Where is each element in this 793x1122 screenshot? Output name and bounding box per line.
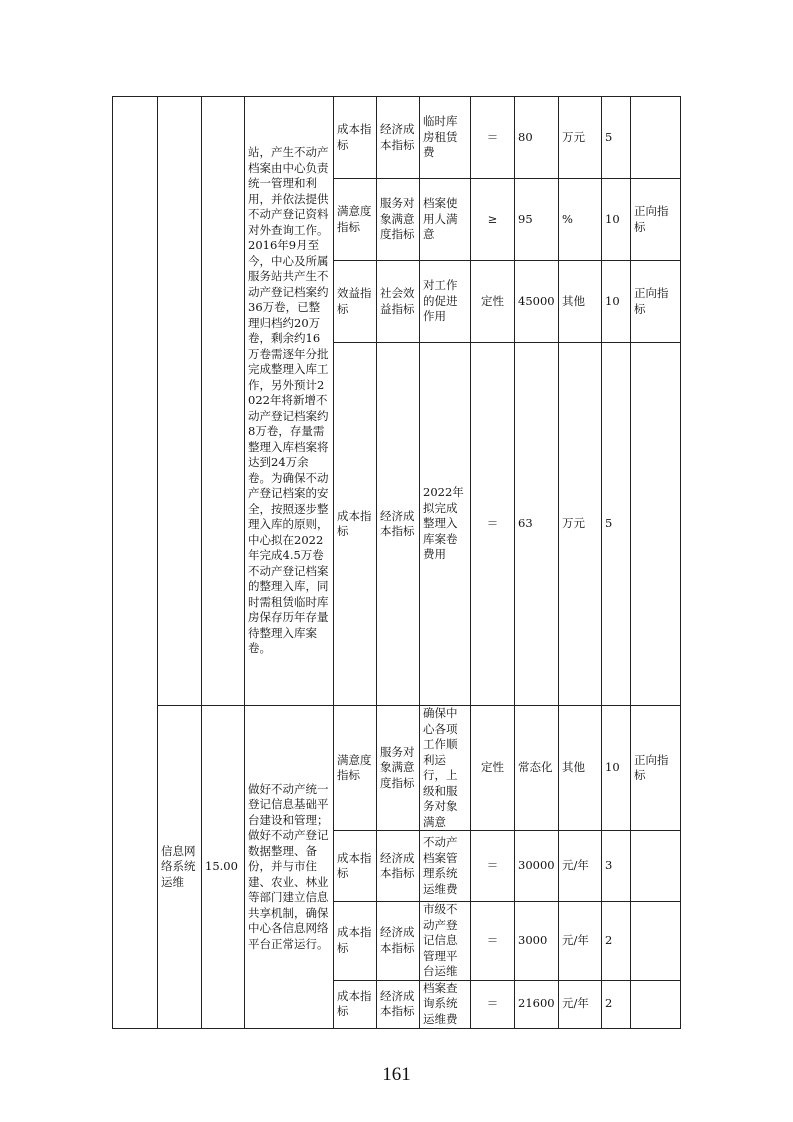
project-name-cell [158, 97, 202, 706]
indicator-direction: 正向指标 [631, 261, 681, 343]
indicator-name: 市级不动产登记信息管理平台运维 [420, 902, 471, 981]
project-amount-cell: 15.00 [202, 706, 245, 1029]
indicator-value: 30000 [515, 831, 559, 902]
indicator-level1: 成本指标 [334, 343, 377, 706]
indicator-level2: 经济成本指标 [377, 980, 420, 1028]
indicator-name: 档案使用人满意 [420, 179, 471, 261]
indicator-value: 63 [515, 343, 559, 706]
indicator-unit: 万元 [559, 97, 602, 179]
page-number: 161 [382, 1064, 411, 1085]
indicator-level2: 经济成本指标 [377, 902, 420, 981]
indicator-level2: 社会效益指标 [377, 261, 420, 343]
project-description: 做好不动产统一登记信息基础平台建设和管理；做好不动产登记数据整理、备份，并与市住建、农业、林业等部门建立信息共享机制，确保中心各信息网络平台正常运行。 [245, 706, 334, 1029]
project-description: 站，产生不动产档案由中心负责统一管理和利用，并依法提供不动产登记资料对外查询工作。2016年9月至今，中心及所属服务站共产生不动产登记档案约36万卷，已整理归档约20万卷，剩余约16万卷需逐年分批完成整理入库工作，另外预计2022年将新增不动产登记档案约8万卷，存量需整理入库档案将达到24万余卷。为确保不动产登记档案的安全，按照逐步整理入库的原则，中心拟在2022年完成4.5万卷不动产登记档案的整理入库，同时需租赁临时库房保存历年存量待整理入库案卷。 [245, 97, 334, 706]
indicator-symbol: ＝ [471, 831, 515, 902]
indicator-level1: 成本指标 [334, 980, 377, 1028]
indicator-level2: 经济成本指标 [377, 831, 420, 902]
indicator-value: 95 [515, 179, 559, 261]
indicator-direction [631, 97, 681, 179]
indicator-level2: 服务对象满意度指标 [377, 179, 420, 261]
indicator-direction: 正向指标 [631, 179, 681, 261]
project-amount-cell [202, 97, 245, 706]
table-row [113, 706, 681, 831]
indicator-unit: 元/年 [559, 902, 602, 981]
indicator-direction [631, 343, 681, 706]
indicator-unit: 万元 [559, 343, 602, 706]
indicator-direction [631, 980, 681, 1028]
indicator-symbol: ＝ [471, 980, 515, 1028]
unit-cell [113, 97, 158, 1029]
indicator-weight: 10 [602, 706, 631, 831]
indicator-level1: 满意度指标 [334, 706, 377, 831]
indicator-weight: 2 [602, 980, 631, 1028]
indicator-value: 45000 [515, 261, 559, 343]
indicator-weight: 2 [602, 902, 631, 981]
indicator-value: 3000 [515, 902, 559, 981]
indicator-weight: 10 [602, 261, 631, 343]
indicator-name: 对工作的促进作用 [420, 261, 471, 343]
indicator-weight: 5 [602, 97, 631, 179]
indicator-level2: 经济成本指标 [377, 343, 420, 706]
indicator-symbol: ＝ [471, 97, 515, 179]
indicator-symbol: 定性 [471, 706, 515, 831]
performance-indicator-table [112, 96, 681, 1029]
indicator-weight: 3 [602, 831, 631, 902]
indicator-name: 临时库房租赁费 [420, 97, 471, 179]
indicator-name: 不动产档案管理系统运维费 [420, 831, 471, 902]
indicator-level2: 经济成本指标 [377, 97, 420, 179]
indicator-unit: 元/年 [559, 831, 602, 902]
indicator-level1: 满意度指标 [334, 179, 377, 261]
indicator-name: 档案查询系统运维费 [420, 980, 471, 1028]
indicator-unit: 元/年 [559, 980, 602, 1028]
indicator-weight: 10 [602, 179, 631, 261]
indicator-weight: 5 [602, 343, 631, 706]
indicator-unit: % [559, 179, 602, 261]
indicator-name: 确保中心各项工作顺利运行，上级和服务对象满意 [420, 706, 471, 831]
indicator-value: 80 [515, 97, 559, 179]
indicator-symbol: ＝ [471, 343, 515, 706]
indicator-symbol: ＝ [471, 902, 515, 981]
indicator-value: 21600 [515, 980, 559, 1028]
indicator-level2: 服务对象满意度指标 [377, 706, 420, 831]
indicator-name: 2022年拟完成整理入库案卷费用 [420, 343, 471, 706]
indicator-unit: 其他 [559, 706, 602, 831]
indicator-level1: 成本指标 [334, 902, 377, 981]
indicator-level1: 成本指标 [334, 97, 377, 179]
indicator-unit: 其他 [559, 261, 602, 343]
project-name-cell: 信息网络系统运维 [158, 706, 202, 1029]
indicator-direction: 正向指标 [631, 706, 681, 831]
table-row [113, 97, 681, 179]
indicator-value: 常态化 [515, 706, 559, 831]
indicator-symbol: ≥ [471, 179, 515, 261]
indicator-direction [631, 902, 681, 981]
indicator-direction [631, 831, 681, 902]
indicator-level1: 效益指标 [334, 261, 377, 343]
indicator-symbol: 定性 [471, 261, 515, 343]
indicator-level1: 成本指标 [334, 831, 377, 902]
